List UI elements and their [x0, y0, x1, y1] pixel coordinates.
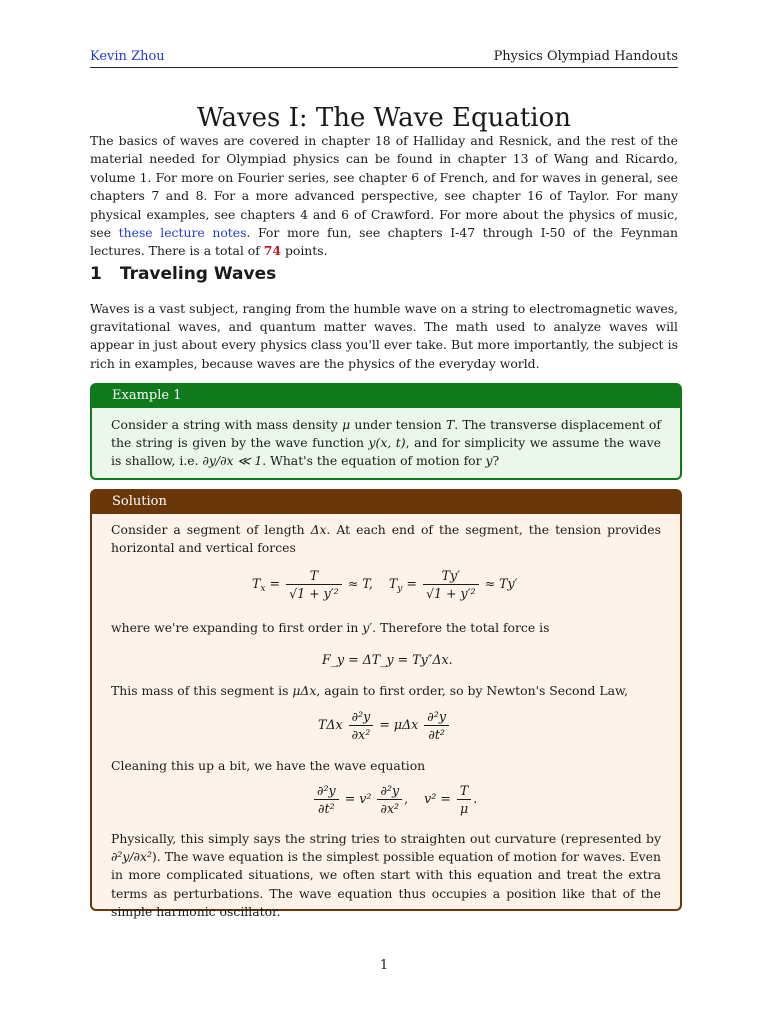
math-T: T	[388, 576, 398, 591]
fraction-numerator: ∂²y	[314, 783, 339, 800]
fraction-denominator: ∂x²	[351, 727, 371, 742]
section-title: Traveling Waves	[119, 264, 277, 284]
total-points: 74	[263, 243, 281, 259]
solution-paragraph-2	[111, 619, 661, 637]
section-heading	[90, 264, 276, 284]
solution-paragraph-3	[111, 682, 661, 700]
math-equals: =	[269, 576, 281, 591]
section-number: 1	[90, 264, 102, 284]
example-title: Example 1	[92, 385, 680, 408]
fraction-numerator: Ty′	[423, 568, 479, 585]
math-wave-function: y(x, t)	[368, 435, 406, 451]
fraction-numerator: T	[286, 568, 342, 585]
fraction-denominator: μ	[460, 801, 469, 816]
math-term: TΔx	[318, 717, 343, 732]
example-text: . What's the equation of motion for	[262, 453, 486, 469]
math-subscript: y	[397, 584, 403, 594]
solution-text: , again to first order, so by Newton's Second Law,	[316, 683, 629, 698]
math-approx: ≈ Ty′	[484, 576, 518, 591]
fraction	[286, 568, 342, 601]
solution-paragraph-5	[111, 830, 661, 921]
fraction-denominator: √1 + y′²	[289, 586, 339, 601]
fraction-denominator: √1 + y′²	[425, 586, 476, 601]
fraction-numerator: ∂²y	[349, 709, 374, 726]
running-header	[90, 44, 678, 64]
header-rule	[90, 67, 678, 68]
intro-text-2: . For more fun, see chapters I-47 through I-50 of the Feynman lectures. There is a total of	[90, 225, 678, 259]
math-mu: μ	[342, 417, 351, 432]
lecture-notes-link[interactable]: these lecture notes	[118, 225, 247, 241]
solution-text: . Therefore the total force is	[372, 620, 550, 635]
math-period: .	[473, 791, 478, 806]
fraction	[377, 783, 402, 816]
math-approx: ≈ T,	[347, 576, 373, 591]
fraction-denominator: ∂t²	[318, 801, 335, 816]
solution-text: Physically, this simply says the string tries to straighten out curvature (represented by	[111, 831, 661, 846]
intro-text: The basics of waves are covered in chapter 18 of Halliday and Resnick, and the rest of the material needed for Olympiad physics can be found in chapter 13 of Wang and Ricardo, volume 1. For more on Fourier series, see chapter 6 of French, and for waves in general, see chapters 7 and 8. For a more advanced perspective, see chapter 16 of Taylor. For many physical examples, see chapters 4 and 6 of Crawford. For more about the physics of music, see	[90, 133, 678, 241]
author-name: Kevin Zhou	[90, 49, 165, 64]
fraction	[423, 568, 479, 601]
solution-paragraph-1	[111, 521, 661, 557]
example-text: ?	[492, 453, 500, 469]
document-title: Waves I: The Wave Equation	[196, 103, 572, 134]
solution-text: ). The wave equation is the simplest possible equation of motion for waves. Even in more complicated situations, we often start with this equation and treat the extra terms as perturbations. The wave equation thus occupies a position like that of the simple harmonic oscillator.	[111, 849, 661, 919]
section-paragraph: Waves is a vast subject, ranging from the humble wave on a string to electromagnetic waves, gravitational waves, and quantum matter waves. The math used to analyze waves will appear in just about every physics class you'll ever take. But more importantly, the subject is rich in examples, because waves are the physics of the everyday world.	[90, 301, 678, 371]
fraction	[424, 709, 449, 742]
math-T: T	[445, 417, 455, 432]
fraction-numerator: T	[457, 783, 471, 800]
fraction-numerator: ∂²y	[424, 709, 449, 726]
series-name: Physics Olympiad Handouts	[493, 49, 678, 64]
math-T: T	[252, 576, 261, 591]
fraction	[314, 783, 339, 816]
math-equals: =	[406, 576, 417, 591]
equation-tension-components	[252, 568, 518, 601]
math-y-prime: y′	[362, 620, 373, 635]
math-comma: ,	[404, 791, 409, 806]
math-y: y	[485, 453, 493, 469]
solution-text: . At each end of the segment, the tension provides horizontal and vertical forces	[111, 522, 662, 556]
math-mass: μΔx	[292, 683, 317, 698]
solution-text: Consider a segment of length	[111, 522, 311, 537]
equation-wave	[312, 783, 477, 816]
example-text: under tension	[350, 417, 446, 432]
math-delta-x: Δx	[310, 522, 327, 537]
solution-title: Solution	[92, 491, 680, 514]
fraction-denominator: ∂x²	[380, 801, 400, 816]
intro-paragraph	[90, 132, 678, 261]
fraction	[457, 783, 471, 816]
solution-paragraph-4: Cleaning this up a bit, we have the wave equation	[111, 758, 426, 773]
fraction	[349, 709, 374, 742]
math-curvature: ∂²y/∂x²	[111, 849, 152, 865]
fraction-numerator: ∂²y	[377, 783, 402, 800]
example-text: Consider a string with mass density	[111, 417, 343, 432]
example-text: , and for simplicity we assume the wave is shallow, i.e.	[111, 435, 661, 469]
math-term: v² =	[424, 791, 451, 806]
solution-text: where we're expanding to first order in	[111, 620, 363, 635]
math-term: = μΔx	[379, 717, 419, 732]
solution-text: This mass of this segment is	[111, 683, 293, 698]
math-shallow-condition: ∂y/∂x ≪ 1	[202, 453, 263, 469]
fraction-denominator: ∂t²	[428, 727, 445, 742]
example-box	[90, 383, 682, 480]
intro-text-end: points.	[281, 243, 328, 259]
math-subscript: x	[260, 584, 266, 594]
equation-total-force: F_y = ΔT_y = Ty″Δx.	[322, 652, 453, 667]
example-text: . The transverse displacement of the string is given by the wave function	[111, 417, 661, 451]
solution-box	[90, 489, 682, 919]
math-term: = v²	[344, 791, 372, 806]
solution-body	[92, 514, 680, 919]
equation-newton	[318, 709, 451, 742]
example-body	[92, 408, 680, 481]
page-number: 1	[379, 958, 389, 973]
